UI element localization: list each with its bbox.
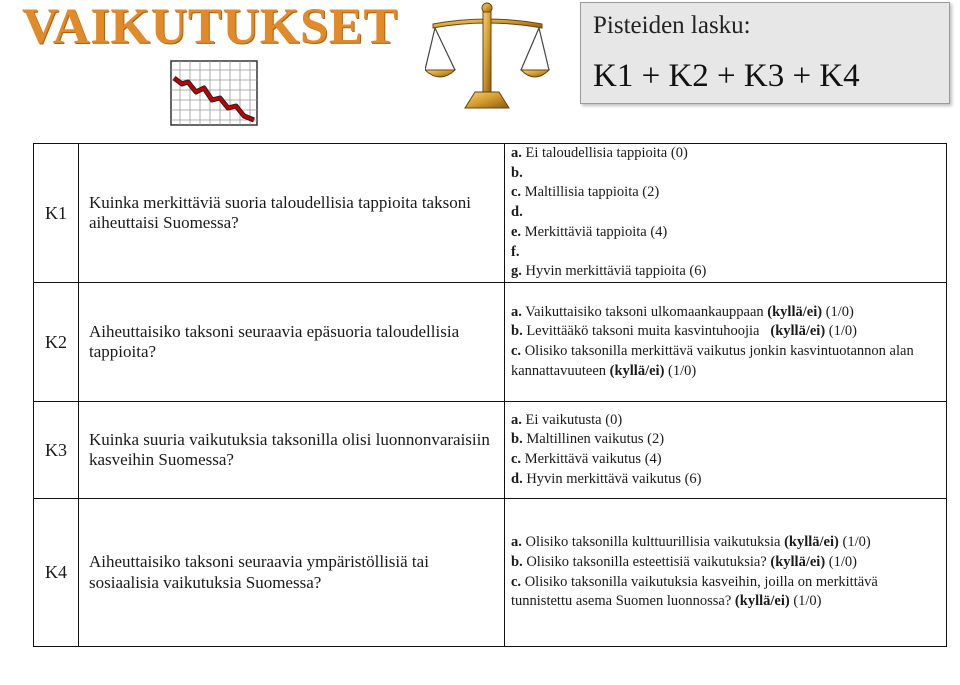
option-item: c. Merkittävä vaikutus (4) [511,451,662,468]
balance-scale-icon [425,0,550,112]
page-title: VAIKUTUKSET [22,0,398,55]
row-question: Aiheuttaisiko taksoni seuraavia epäsuoria taloudellisia tappioita? [79,283,505,402]
table-row [34,402,947,499]
score-formula-box [580,2,950,104]
option-item: f. [511,243,520,260]
table-row [34,499,947,647]
row-options [505,402,947,499]
row-question: Kuinka merkittäviä suoria taloudellisia tappioita taksoni aiheuttaisi Suomessa? [79,144,505,283]
option-item: a. Olisiko taksonilla kulttuurillisia vaikutuksia (kyllä/ei) (1/0) [511,534,871,551]
option-item: b. [511,164,523,181]
option-item: b. Levittääkö taksoni muita kasvintuhoojia (kyllä/ei) (1/0) [511,323,857,340]
row-options [505,283,947,402]
impact-criteria-table [33,143,947,647]
option-item: b. Olisiko taksonilla esteettisiä vaikutuksia? (kyllä/ei) (1/0) [511,553,857,570]
row-key: K3 [34,402,79,499]
option-item: e. Merkittäviä tappioita (4) [511,223,668,240]
row-question: Kuinka suuria vaikutuksia taksonilla olisi luonnonvaraisiin kasveihin Suomessa? [79,402,505,499]
option-item: d. [511,204,523,221]
option-item: g. Hyvin merkittäviä tappioita (6) [511,263,707,280]
row-options [505,499,947,647]
option-item: b. Maltillinen vaikutus (2) [511,431,665,448]
option-item: a. Ei vaikutusta (0) [511,411,623,428]
row-key: K1 [34,144,79,283]
option-item: c. Olisiko taksonilla vaikutuksia kasveihin, joilla on merkittävä tunnistettu asema Suomen luonnossa? (kyllä/ei) (1/0) [511,573,878,610]
option-item: c. Olisiko taksonilla merkittävä vaikutus jonkin kasvintuotannon alan kannattavuuteen (kyllä/ei) (1/0) [511,343,914,379]
formula-label: Pisteiden lasku: [593,12,751,39]
table-row [34,144,947,283]
formula-expression: K1 + K2 + K3 + K4 [593,58,860,94]
row-key: K2 [34,283,79,402]
table-row [34,283,947,402]
option-item: d. Hyvin merkittävä vaikutus (6) [511,470,702,487]
row-key: K4 [34,499,79,647]
option-item: c. Maltillisia tappioita (2) [511,184,660,201]
declining-chart-icon [170,60,258,126]
row-options [505,144,947,283]
option-item: a. Vaikuttaisiko taksoni ulkomaankauppaan (kyllä/ei) (1/0) [511,303,854,320]
option-item: a. Ei taloudellisia tappioita (0) [511,145,688,161]
row-question: Aiheuttaisiko taksoni seuraavia ympäristöllisiä tai sosiaalisia vaikutuksia Suomessa? [79,499,505,647]
